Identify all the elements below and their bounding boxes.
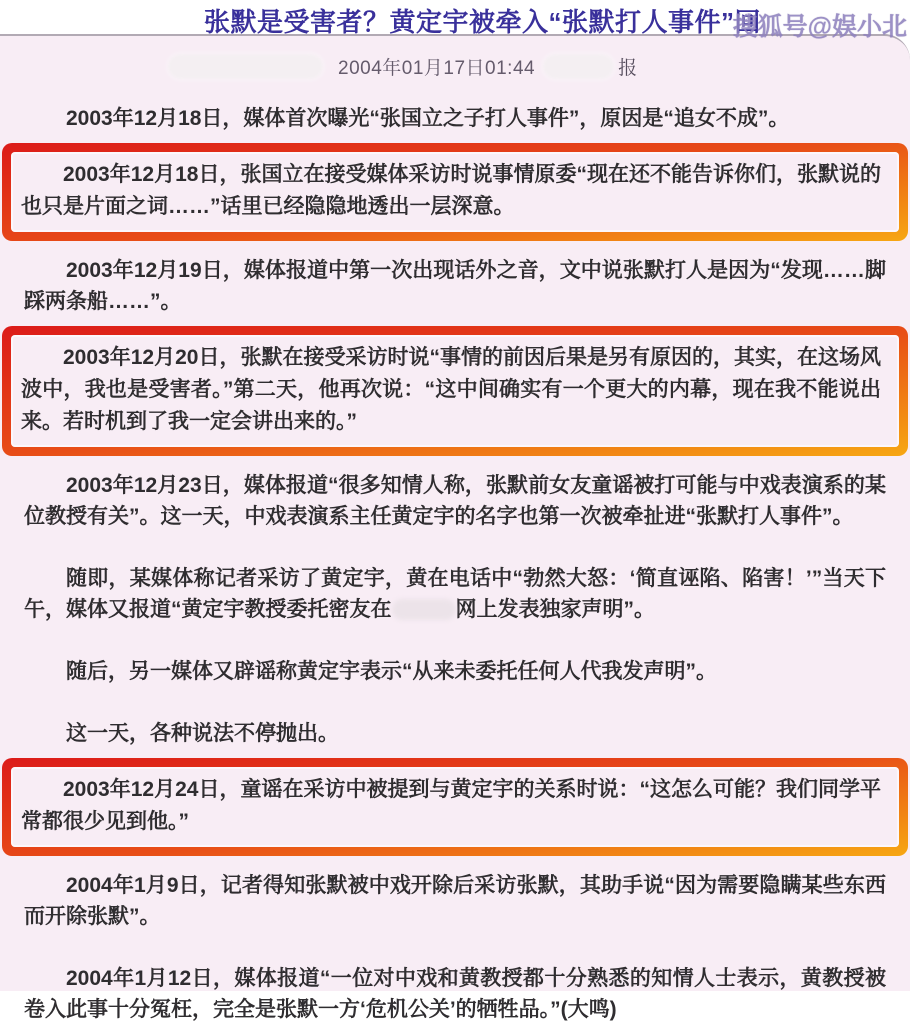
- highlighted-paragraph-text: 2003年12月24日，童谣在采访中被提到与黄定宇的关系时说：“这怎么可能？我们同学平常都很少见到他。”: [21, 778, 881, 833]
- highlight-box-inner: [11, 767, 899, 847]
- paragraph: 2004年1月12日，媒体报道“一位对中戏和黄教授都十分熟悉的知情人士表示，黄教授被卷入此事十分冤枉，完全是张默一方‘危机公关’的牺牲品。”(大鸣): [24, 967, 886, 1021]
- paragraph: 2003年12月18日，媒体首次曝光“张国立之子打人事件”，原因是“追女不成”。: [66, 107, 790, 130]
- highlighted-paragraph-text: 2003年12月18日，张国立在接受媒体采访时说事情原委“现在还不能告诉你们，张默说的也只是片面之词……”话里已经隐隐地透出一层深意。: [21, 163, 881, 218]
- highlighted-paragraph-text: 2003年12月20日，张默在接受采访时说“事情的前因后果是另有原因的，其实，在这场风波中，我也是受害者。”第二天，他再次说：“这中间确实有一个更大的内幕，现在我不能说出来。若时机到了我一定会讲出来的。”: [21, 346, 881, 433]
- paragraph-with-redaction: 随即，某媒体称记者采访了黄定宇，黄在电话中“勃然大怒：‘简直诬陷、陷害！’”当天下午，媒体又报道“黄定宇教授委托密友在 网上发表独家声明”。: [24, 567, 886, 621]
- redacted-source-pill-right: [543, 54, 614, 79]
- paragraph-list: [22, 103, 888, 1025]
- highlight-box-inner: [11, 335, 899, 447]
- paragraph: 这一天，各种说法不停抛出。: [66, 722, 339, 745]
- highlight-box-inner: [11, 152, 899, 232]
- redacted-site-name: [392, 599, 456, 620]
- paragraph: 2003年12月19日，媒体报道中第一次出现话外之音，文中说张默打人是因为“发现……脚踩两条船……”。: [24, 259, 886, 313]
- meta-row: [168, 52, 888, 80]
- redacted-source-pill-left: [168, 54, 323, 79]
- article-header: [0, 0, 910, 41]
- paragraph: 2004年1月9日，记者得知张默被中戏开除后采访张默，其助手说“因为需要隐瞒某些东西而开除张默”。: [24, 874, 886, 928]
- publish-datetime: 2004年01月17日01:44: [338, 57, 536, 79]
- highlight-box: [2, 326, 908, 456]
- paragraph: 随后，另一媒体又辟谣称黄定宇表示“从来未委托任何人代我发声明”。: [66, 660, 717, 683]
- source-suffix: 报: [618, 57, 638, 79]
- article-title: 张默是受害者？黄定宇被牵入“张默打人事件”回: [204, 7, 762, 37]
- sohu-account-watermark: 搜狐号@娱小北: [732, 13, 907, 41]
- highlight-box: [2, 143, 908, 241]
- highlight-box: [2, 758, 908, 856]
- article-body-panel: [0, 34, 910, 1021]
- paragraph: 2003年12月23日，媒体报道“很多知情人称，张默前女友童谣被打可能与中戏表演系的某位教授有关”。这一天，中戏表演系主任黄定宇的名字也第一次被牵扯进“张默打人事件”。: [24, 474, 886, 528]
